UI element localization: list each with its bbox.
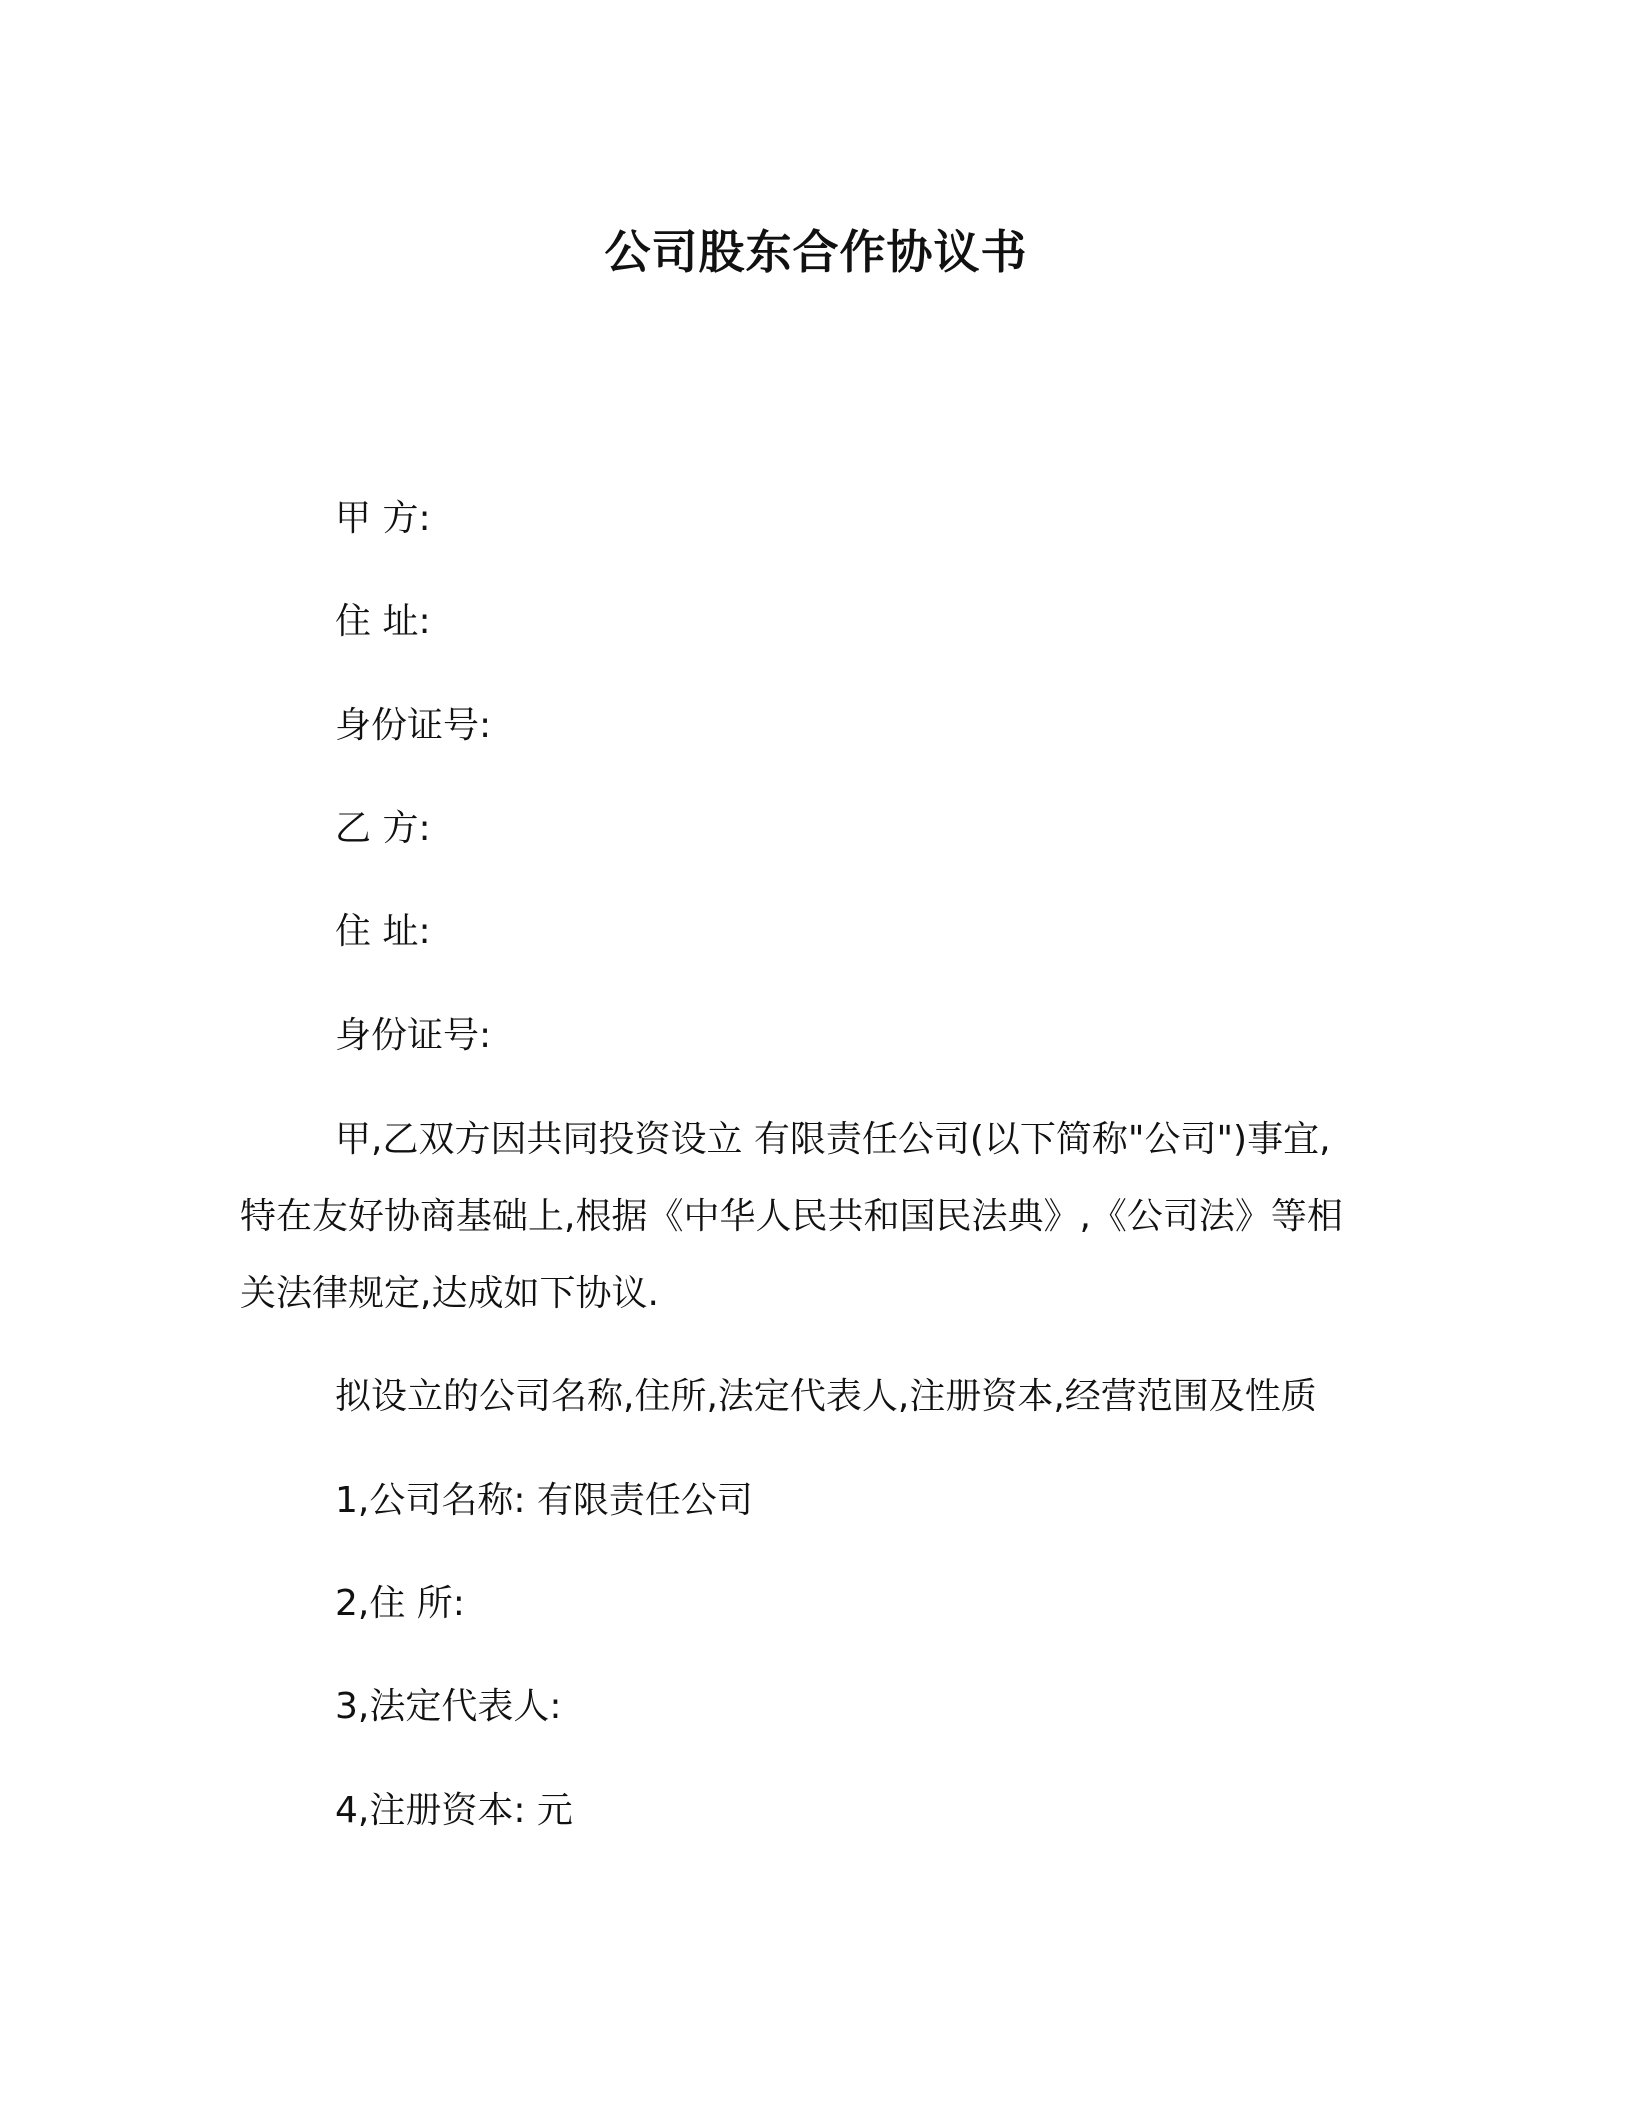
party-a-label: 甲 方: (335, 498, 431, 539)
party-b-id-number: 身份证号: (335, 1015, 492, 1056)
item-company-name: 1,公司名称: 有限责任公司 (335, 1480, 753, 1521)
party-a-address: 住 址: (335, 601, 431, 642)
preamble-line-2: 特在友好协商基础上,根据《中华人民共和国民法典》,《公司法》等相 (240, 1196, 1343, 1237)
document-title: 公司股东合作协议书 (604, 225, 1028, 279)
section-heading: 拟设立的公司名称,住所,法定代表人,注册资本,经营范围及性质 (335, 1376, 1317, 1417)
item-legal-representative: 3,法定代表人: (335, 1686, 562, 1727)
item-registered-capital: 4,注册资本: 元 (335, 1790, 573, 1831)
preamble-line-1: 甲,乙双方因共同投资设立 有限责任公司(以下简称"公司")事宜, (335, 1119, 1331, 1160)
preamble-line-3: 关法律规定,达成如下协议. (240, 1273, 659, 1314)
item-domicile: 2,住 所: (335, 1583, 465, 1624)
party-a-id-number: 身份证号: (335, 705, 492, 746)
party-b-address: 住 址: (335, 911, 431, 952)
party-b-label: 乙 方: (335, 808, 431, 849)
